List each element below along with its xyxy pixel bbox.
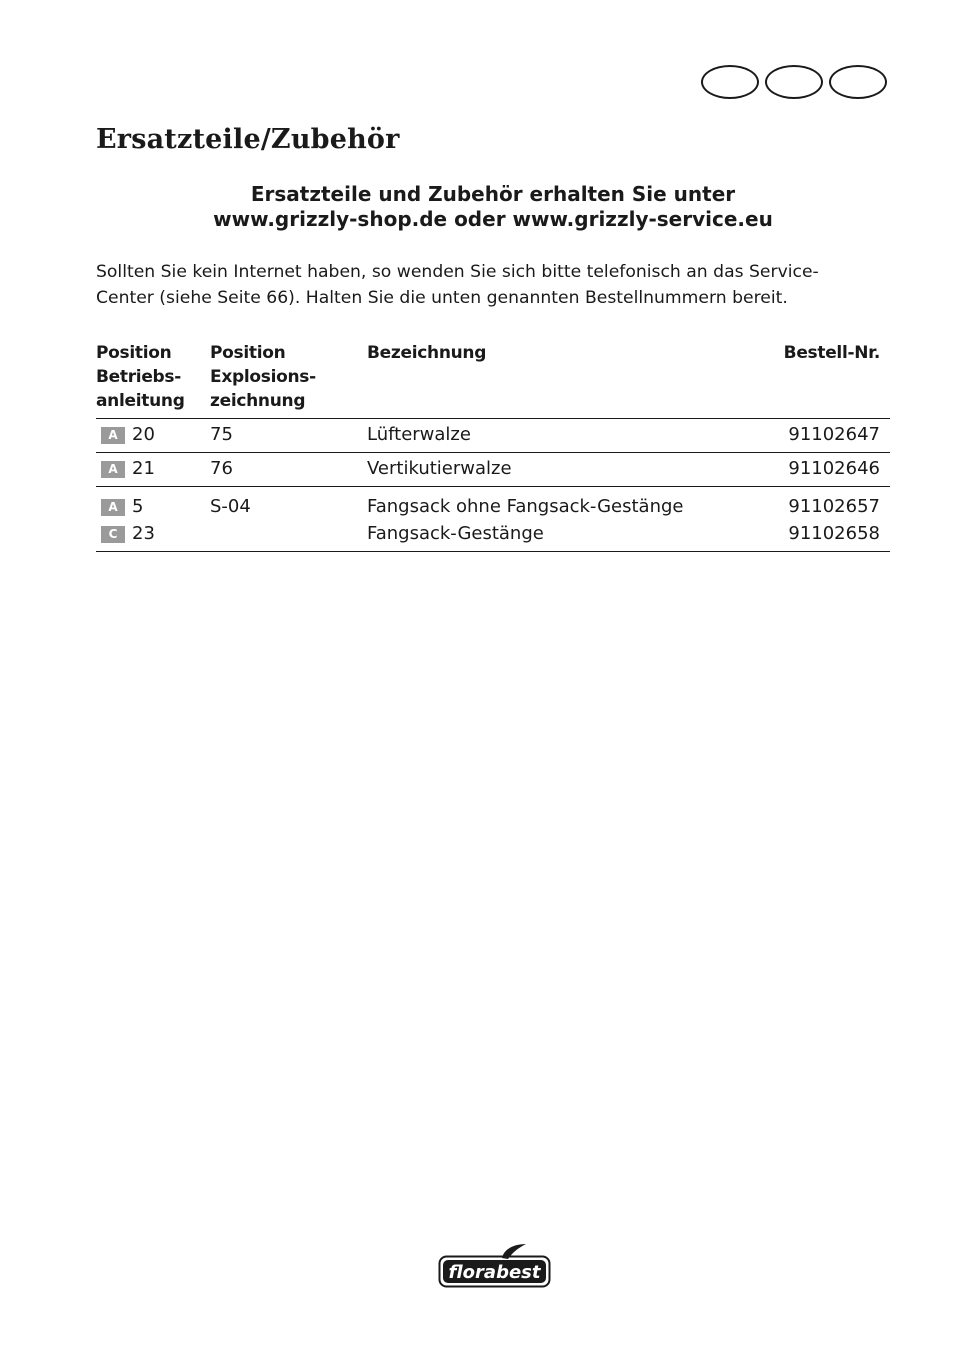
order-number-cell: 91102657: [788, 496, 880, 517]
order-number-cell: 91102658: [788, 523, 880, 544]
table-divider: [96, 486, 890, 487]
designation-cell: Lüfterwalze: [367, 424, 471, 445]
florabest-logo-text: florabest: [448, 1262, 541, 1283]
intro-line-1: Sollten Sie kein Internet haben, so wenden Sie sich bitte telefonisch an das Service-: [96, 262, 819, 282]
header-position-manual: [96, 341, 185, 413]
header-line: Position: [210, 343, 286, 363]
page-title: Ersatzteile/Zubehör: [96, 124, 400, 155]
header-line: zeichnung: [210, 391, 306, 411]
florabest-logo: [438, 1243, 552, 1295]
designation-cell: Fangsack-Gestänge: [367, 523, 544, 544]
header-line: Explosions-: [210, 367, 316, 387]
subheading-line-1: Ersatzteile und Zubehör erhalten Sie unter: [250, 182, 736, 206]
figure-badge: A: [101, 499, 125, 516]
order-number-cell: 91102646: [788, 458, 880, 479]
header-designation: Bezeichnung: [367, 343, 487, 363]
position-explosion-cell: 75: [210, 424, 233, 445]
header-position-explosion: [210, 341, 316, 413]
header-order-number: Bestell-Nr.: [783, 343, 880, 363]
language-oval: [765, 65, 823, 99]
position-manual-cell: 5: [132, 496, 144, 517]
position-manual-cell: 23: [132, 523, 155, 544]
designation-cell: Fangsack ohne Fangsack-Gestänge: [367, 496, 684, 517]
figure-badge: C: [101, 526, 125, 543]
header-line: Position: [96, 343, 172, 363]
header-line: anleitung: [96, 391, 185, 411]
intro-line-2: Center (siehe Seite 66). Halten Sie die unten genannten Bestellnummern bereit.: [96, 288, 788, 308]
language-oval: [701, 65, 759, 99]
order-number-cell: 91102647: [788, 424, 880, 445]
position-manual-cell: 21: [132, 458, 155, 479]
table-divider: [96, 551, 890, 552]
figure-badge: A: [101, 461, 125, 478]
florabest-logo-icon: [438, 1243, 552, 1291]
position-explosion-cell: 76: [210, 458, 233, 479]
table-divider: [96, 418, 890, 419]
header-line: Betriebs-: [96, 367, 181, 387]
subheading-line-2: www.grizzly-shop.de oder www.grizzly-service.eu: [213, 207, 773, 231]
table-divider: [96, 452, 890, 453]
position-manual-cell: 20: [132, 424, 155, 445]
position-explosion-cell: S-04: [210, 496, 251, 517]
designation-cell: Vertikutierwalze: [367, 458, 512, 479]
language-oval: [829, 65, 887, 99]
intro-paragraph: [96, 259, 890, 311]
figure-badge: A: [101, 427, 125, 444]
